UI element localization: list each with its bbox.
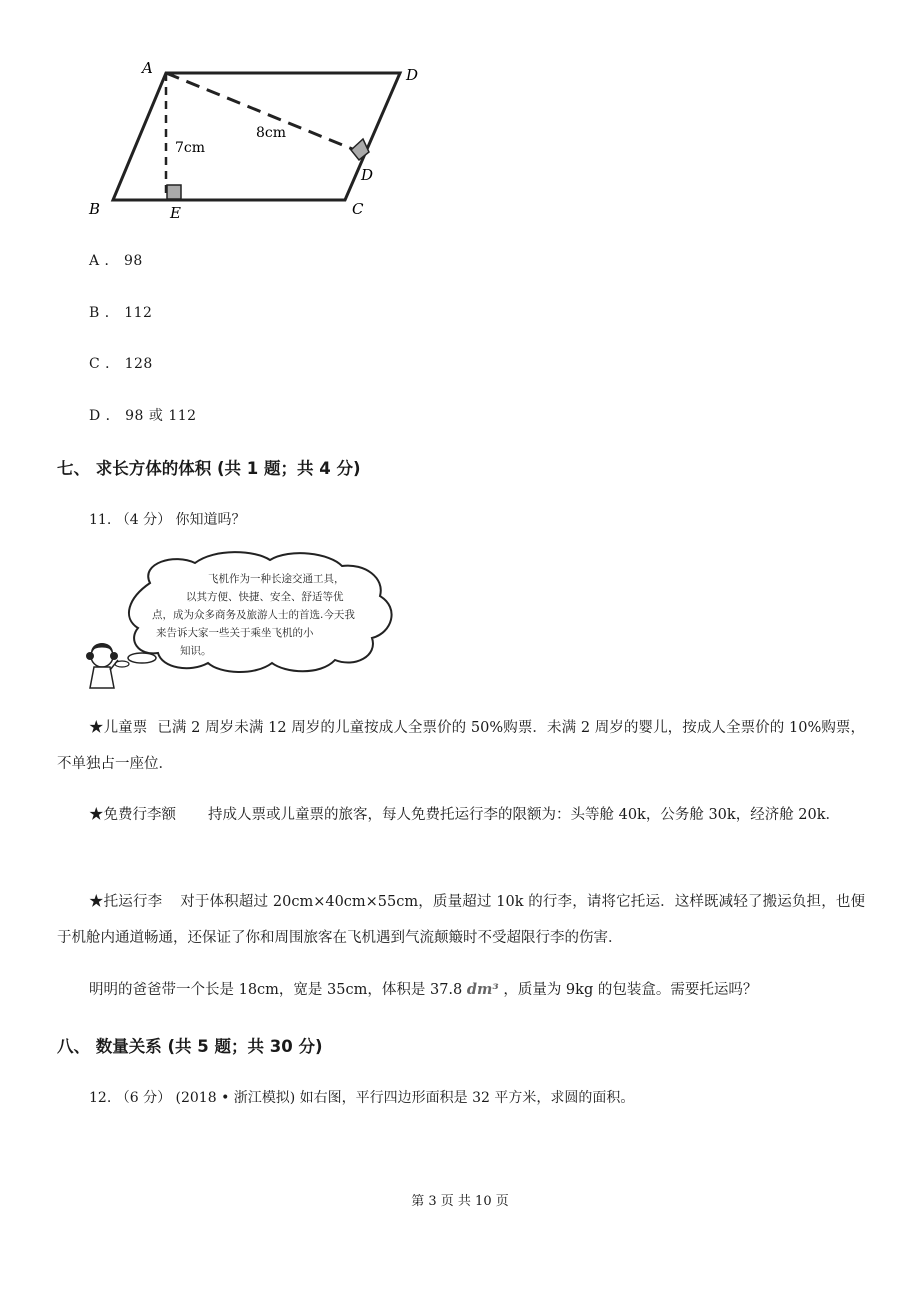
- right-angle-e: [167, 185, 181, 199]
- question-11-header: 11. （4 分） 你知道吗？: [89, 512, 246, 528]
- bubble-line-2: 以其方便、快捷、安全、舒适等优: [186, 591, 344, 603]
- option-c: C ． 128: [89, 356, 153, 372]
- text-free-luggage: 持成人票或儿童票的旅客，每人免费托运行李的限额为：头等舱 40k，公务舱 30k，经济舱 20k．: [208, 807, 841, 823]
- q11-unit: dm³: [466, 981, 499, 998]
- label-d-top: D: [406, 66, 419, 84]
- bubble-line-4: 来告诉大家一些关于乘坐飞机的小: [156, 627, 314, 639]
- paragraph-child-ticket: [57, 710, 865, 782]
- label-e: E: [170, 204, 181, 222]
- label-d-foot: D: [361, 166, 374, 184]
- bubble-tail-small: [128, 653, 156, 663]
- section-8-title: 八、 数量关系 (共 5 题；共 30 分): [57, 1037, 323, 1056]
- label-free-luggage: ★免费行李额: [89, 807, 176, 823]
- speech-bubble-illustration: [80, 548, 410, 693]
- option-b: B ． 112: [89, 305, 153, 321]
- paragraph-question-11: [57, 972, 865, 1008]
- bubble-line-5: 知识。: [180, 645, 212, 657]
- label-checked-luggage: ★托运行李: [89, 894, 163, 910]
- right-angle-d: [351, 139, 369, 160]
- label-a: A: [142, 59, 153, 77]
- label-b: B: [89, 200, 101, 218]
- question-12-header: 12. （6 分） (2018 • 浙江模拟) 如右图，平行四边形面积是 32 平方米，求圆的面积。: [89, 1090, 635, 1106]
- label-c: C: [352, 200, 364, 218]
- bubble-line-3: 点，成为众多商务及旅游人士的首选.今天我: [152, 609, 355, 621]
- text-checked-luggage: 对于体积超过 20cm×40cm×55cm，质量超过 10k 的行李，请将它托运．这样既减轻了搬运负担，也便于机舱内通道畅通，还保证了你和周围旅客在飞机遇到气流颠簸时不受超限行李的伤害．: [57, 894, 865, 946]
- page-footer: 第 3 页 共 10 页: [411, 1194, 509, 1209]
- text-child-ticket: 已满 2 周岁未满 12 周岁的儿童按成人全票价的 50%购票．未满 2 周岁的婴儿，按成人全票价的 10%购票，不单独占一座位．: [57, 720, 865, 772]
- paragraph-free-luggage: [57, 797, 865, 833]
- option-a: A ． 98: [89, 253, 143, 269]
- parallelogram-figure: [80, 52, 440, 232]
- q11-text-before: 明明的爸爸带一个长是 18cm，宽是 35cm，体积是 37.8: [89, 982, 463, 998]
- label-8cm: 8cm: [256, 125, 287, 141]
- paragraph-checked-luggage: [57, 884, 865, 956]
- label-7cm: 7cm: [175, 140, 206, 156]
- girl-icon: [86, 643, 118, 688]
- option-d: D ． 98 或 112: [89, 408, 197, 424]
- bubble-line-1: 飞机作为一种长途交通工具，: [208, 573, 345, 585]
- section-7-title: 七、 求长方体的体积 (共 1 题；共 4 分): [57, 459, 361, 478]
- q11-text-after: ，质量为 9kg 的包装盒。需要托运吗？: [503, 982, 758, 998]
- label-child-ticket: ★儿童票: [89, 720, 148, 736]
